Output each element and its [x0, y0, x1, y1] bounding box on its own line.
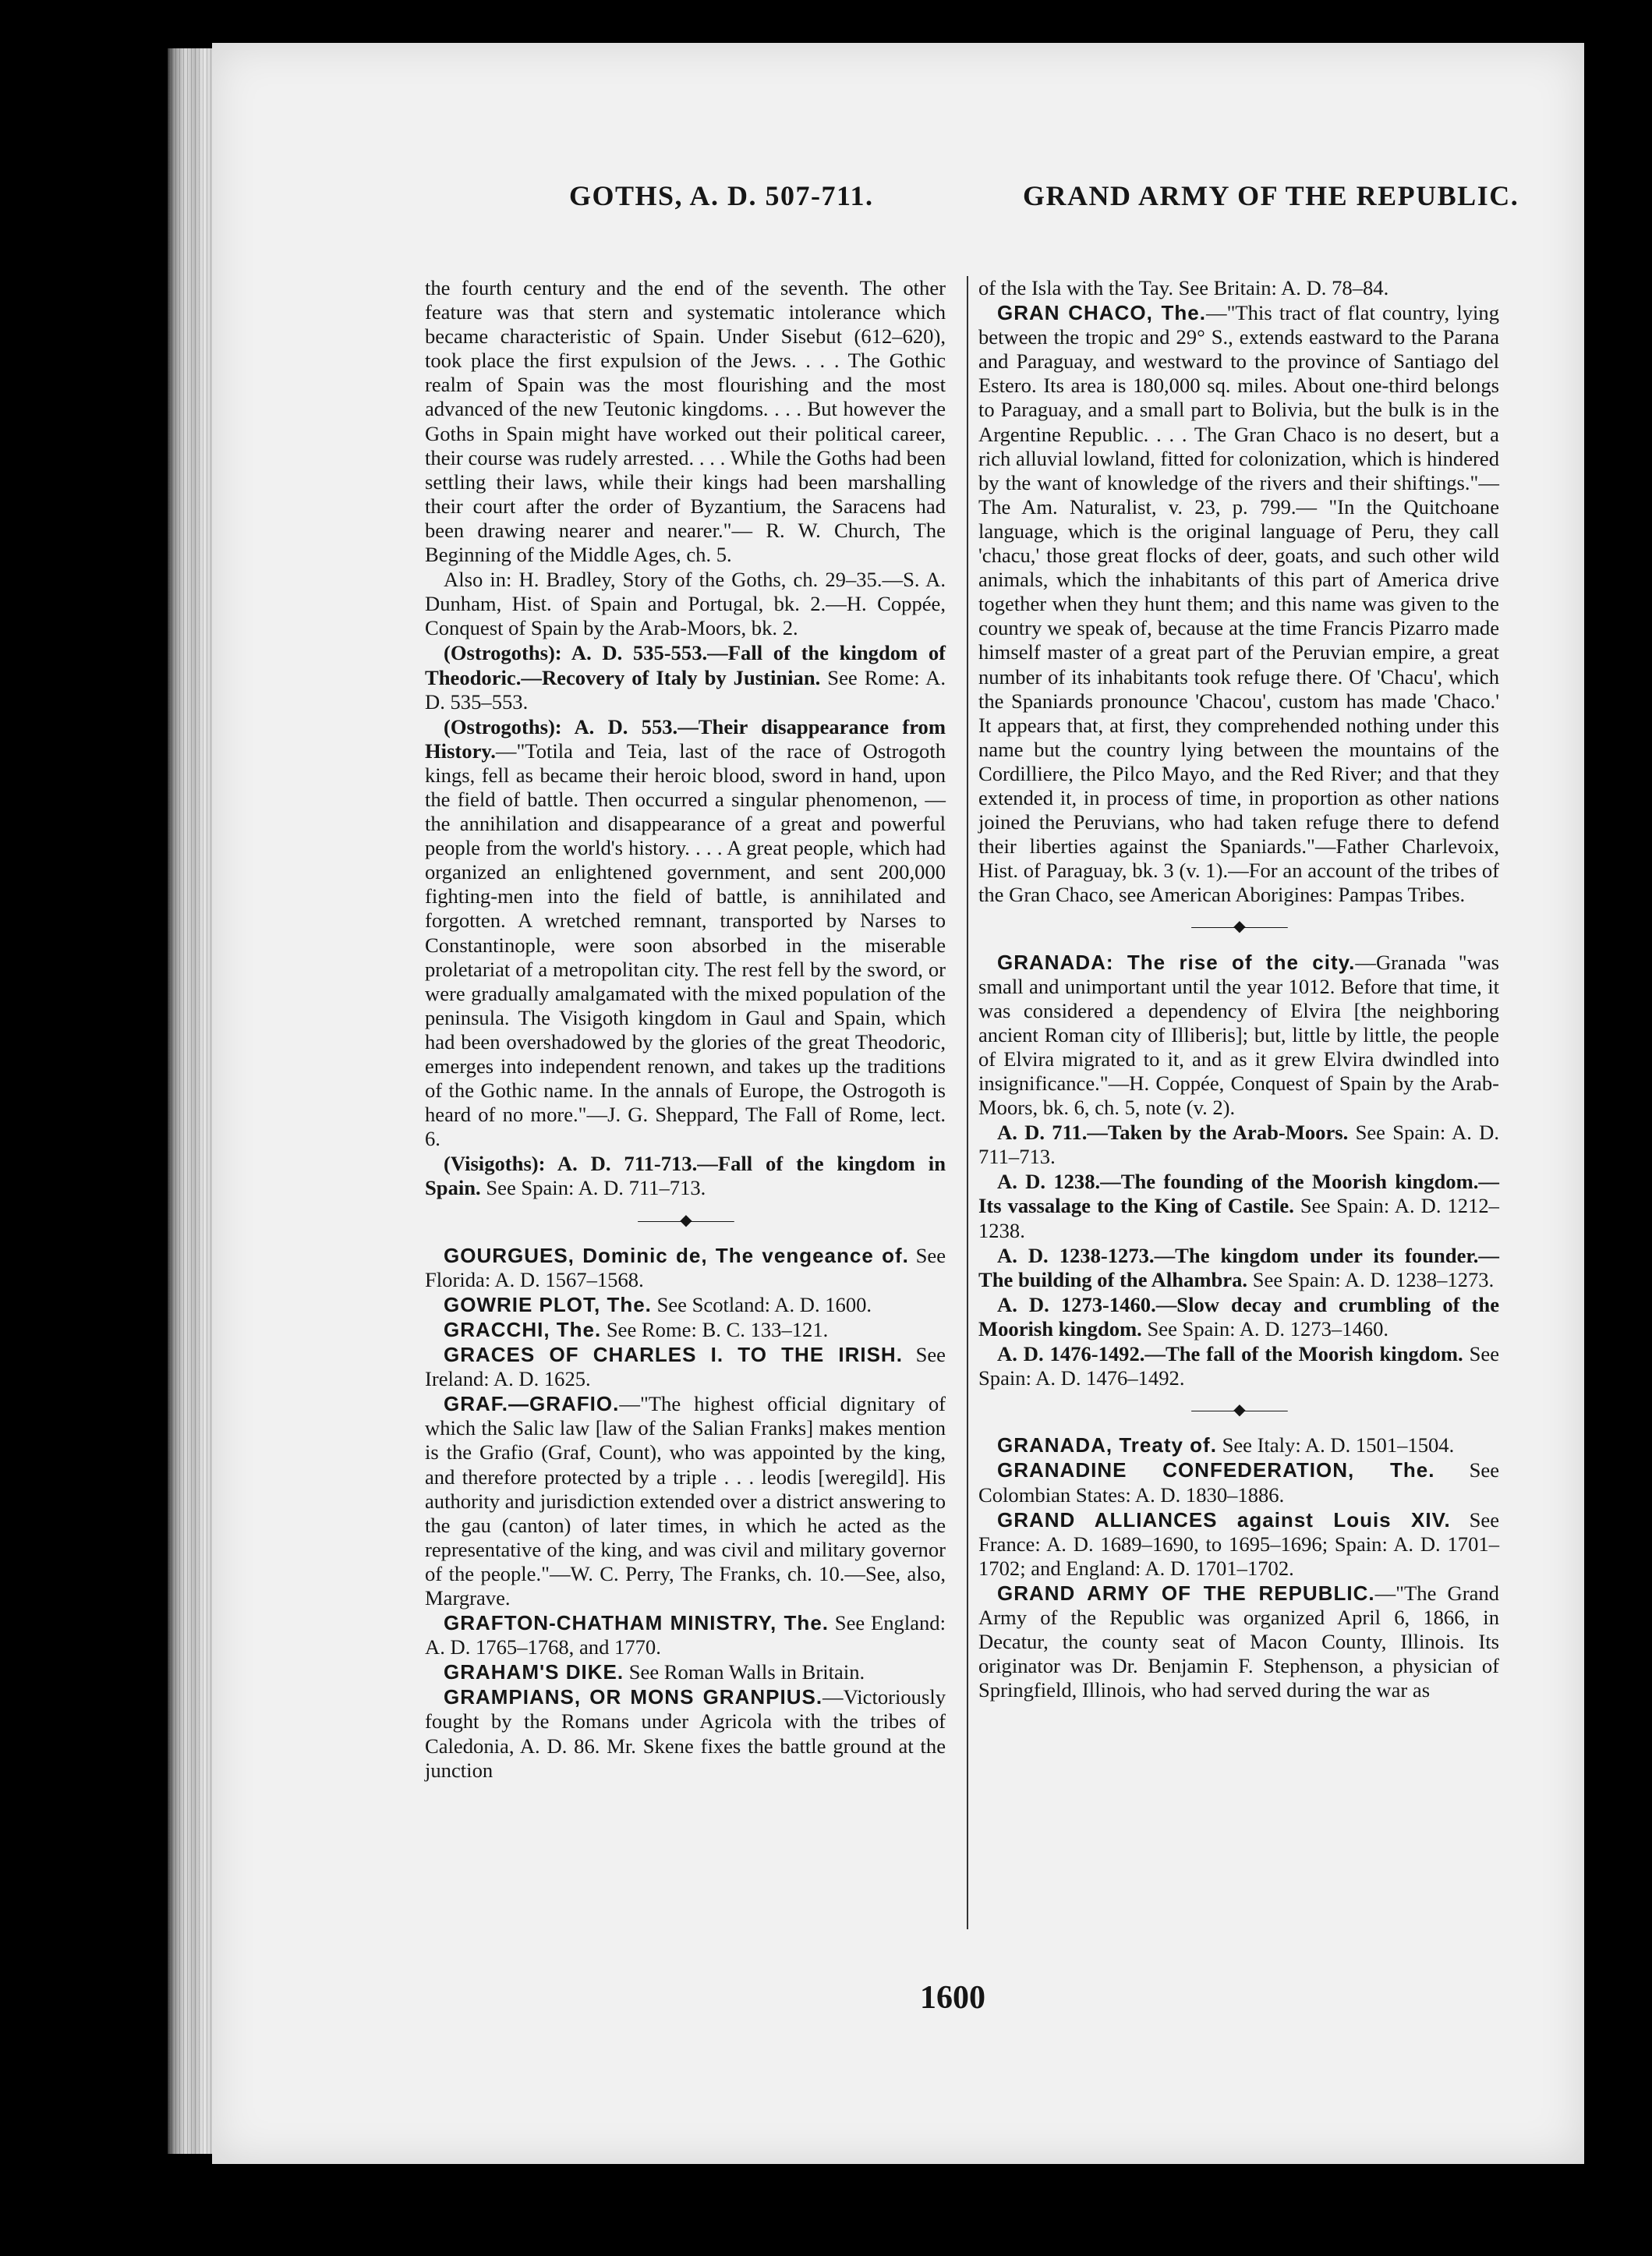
entry-granada-711: [978, 1121, 1499, 1169]
entry-heading: GOWRIE PLOT, The.: [444, 1292, 652, 1316]
entry-heading: GOURGUES, Dominic de, The vengeance of.: [444, 1243, 909, 1267]
section-ornament: ———◆———: [638, 1211, 733, 1229]
entry-body: —Granada "was small and unimportant until the year 1012. Before that time, it was considered a dependency of Elvira [the neighboring ancient Roman city of Illiberis]; but, little by little, the people of Elvira migrated to it, and as it grew Elvira dwindled into insignificance."—H. Coppée, Conquest of Spain by the Arab-Moors, bk. 6, ch. 5, note (v. 2).: [978, 950, 1499, 1120]
section-ornament: ———◆———: [1191, 918, 1286, 936]
entry-granada-1238-1273: [978, 1244, 1499, 1292]
entry-graces: [425, 1343, 946, 1391]
entry-heading: GRAHAM'S DIKE.: [444, 1660, 624, 1684]
goths-continuation: the fourth century and the end of the seventh. The other feature was that stern and systematic intolerance which became characteristic of Spain. Under Sisebut (612–620), took place the first expulsion of the Jews. . . . The Gothic realm of Spain was the most flourishing and the most advanced of the new Teutonic kingdoms. . . . But however the Goths in Spain might have worked out their political career, their course was rudely arrested. . . . While the Goths had been settling their laws, while their kings had been marshalling their court after the order of Byzantium, the Saracens had been drawing nearer and nearer."— R. W. Church, The Beginning of the Middle Ages, ch. 5.: [425, 276, 946, 567]
entry-ostrogoths-553: [425, 715, 946, 1152]
entry-body: —"Totila and Teia, last of the race of Ostrogoth kings, fell as became their heroic blood, sword in hand, upon the field of battle. Then occurred a singular phenomenon, —the annihilation and disappearance of a great and powerful people from the world's history. . . . A great people, which had organized an enlightened government, and sent 200,000 fighting-men into the field of battle, is annihilated and forgotten. A wretched remnant, transported by Narses to Constantinople, were soon absorbed in the miserable proletariat of a metropolitan city. The rest fell by the sword, or were gradually amalgamated with the mixed population of the peninsula. The Visigoth kingdom in Gaul and Spain, which had been overshadowed by the glories of the great Theodoric, emerges into independent renown, and takes up the traditions of the Gothic name. In the annals of Europe, the Ostrogoth is heard of no more."—J. G. Sheppard, The Fall of Rome, lect. 6.: [425, 738, 946, 1151]
cross-reference: See Scotland: A. D. 1600.: [656, 1292, 872, 1316]
entry-gran-chaco: [978, 301, 1499, 907]
grampians-continuation: of the Isla with the Tay. See Britain: A. D. 78–84.: [978, 276, 1389, 299]
right-column: [978, 276, 1499, 1703]
entry-grampians: [425, 1685, 946, 1782]
entry-visigoths-711: [425, 1152, 946, 1200]
cross-reference: See Spain: A. D. 711–713.: [486, 1176, 706, 1200]
entry-heading: GRAF.—GRAFIO.: [444, 1392, 620, 1416]
entry-heading: GRAND ALLIANCES against Louis XIV.: [997, 1507, 1451, 1532]
entry-heading: GRAFTON-CHATHAM MINISTRY, The.: [444, 1611, 829, 1635]
column-rule: [967, 276, 968, 1929]
entry-heading: A. D. 1238-1273.—The kingdom under its founder.—The building of the Alhambra.: [978, 1243, 1499, 1291]
entry-heading: GRANADINE CONFEDERATION, The.: [997, 1458, 1435, 1482]
entry-heading: A. D. 1238.—The founding of the Moorish kingdom.—Its vassalage to the King of Castile.: [978, 1170, 1499, 1218]
cross-reference: See England: A. D. 1765–1768, and 1770.: [425, 1611, 946, 1659]
cross-reference: See Roman Walls in Britain.: [628, 1660, 865, 1684]
cross-reference: See France: A. D. 1689–1690, to 1695–1696; Spain: A. D. 1701–1702; and England: A. D. 1701–1702.: [978, 1507, 1499, 1580]
cross-reference: See Spain: A. D. 1212–1238.: [978, 1194, 1499, 1242]
entry-grahams-dike: [425, 1660, 946, 1684]
cross-reference: See Ireland: A. D. 1625.: [425, 1343, 946, 1391]
entry-body: —"The Grand Army of the Republic was organized April 6, 1866, in Decatur, the county seat of Macon County, Illinois. Its originator was Dr. Benjamin F. Stephenson, a physician of Springfield, Illinois, who had served during the war as: [978, 1581, 1499, 1702]
entry-gracchi: [425, 1318, 946, 1342]
entry-grand-alliances: [978, 1508, 1499, 1581]
entry-body: —"The highest official dignitary of which the Salic law [law of the Salian Franks] makes mention is the Grafio (Graf, Count), who was appointed by the king, and therefore protected by a triple . . . leodis [weregild]. His authority and jurisdiction extended over a district answering to the gau (canton) of later times, in which he acted as the representative of the king, and was civil and military governor of the people."—W. C. Perry, The Franks, ch. 10.—See, also, Margrave.: [425, 1392, 946, 1610]
also-in-references: Also in: H. Bradley, Story of the Goths, ch. 29–35.—S. A. Dunham, Hist. of Spain and Portugal, bk. 2.—H. Coppée, Conquest of Spain by the Arab-Moors, bk. 2.: [425, 568, 946, 640]
running-head-right: GRAND ARMY OF THE REPUBLIC.: [1023, 180, 1519, 211]
entry-grand-army-of-the-republic: [978, 1581, 1499, 1702]
entry-heading: GRACCHI, The.: [444, 1317, 602, 1341]
entry-heading: A. D. 711.—Taken by the Arab-Moors.: [997, 1121, 1349, 1145]
book-binding-edge: [168, 48, 213, 2154]
cross-reference: See Spain: A. D. 1476–1492.: [978, 1342, 1499, 1390]
entry-granada-treaty: [978, 1433, 1499, 1457]
cross-reference: See Spain: A. D. 711–713.: [978, 1121, 1500, 1169]
cross-reference: See Colombian States: A. D. 1830–1886.: [978, 1458, 1499, 1507]
entry-granada-1238: [978, 1170, 1499, 1242]
entry-heading: GRAND ARMY OF THE REPUBLIC.: [997, 1581, 1375, 1605]
entry-ostrogoths-535: [425, 641, 946, 714]
cross-reference: See Spain: A. D. 1238–1273.: [1252, 1267, 1495, 1291]
entry-heading: GRAN CHACO, The.: [997, 301, 1206, 325]
cross-reference: See Italy: A. D. 1501–1504.: [1222, 1433, 1455, 1457]
entry-granada-1476-1492: [978, 1342, 1499, 1390]
entry-heading: GRACES OF CHARLES I. TO THE IRISH.: [444, 1343, 903, 1367]
entry-body: —Victoriously fought by the Romans under Agricola with the tribes of Caledonia, A. D. 86. Mr. Skene fixes the battle ground at the junction: [425, 1685, 946, 1782]
entry-heading: GRAMPIANS, OR MONS GRANPIUS.: [444, 1685, 823, 1709]
entry-granada: [978, 951, 1499, 1121]
cross-reference: See Florida: A. D. 1567–1568.: [425, 1243, 946, 1291]
section-ornament: ———◆———: [1191, 1401, 1286, 1419]
left-column: [425, 276, 946, 1783]
entry-body: —"This tract of flat country, lying between the tropic and 29° S., extends eastward to the Parana and Paraguay, and westward to the province of Santiago del Estero. Its area is 180,000 sq. miles. About one-third belongs to Paraguay, and a small part to Bolivia, but the bulk is in the Argentine Republic. . . . The Gran Chaco is no desert, but a rich alluvial lowland, fitted for colonization, which is hindered by the want of knowledge of the rivers and their shiftings."—The Am. Naturalist, v. 23, p. 799.— "In the Quitchoane language, which is the original language of Peru, they call 'chacu,' those great flocks of deer, goats, and such other wild animals, which the inhabitants of this part of America drive together when they hunt them; and this name was given to the country we speak of, because at the time Francis Pizarro made himself master of a great part of the Peruvian empire, a great number of its inhabitants took refuge there. Of 'Chacu', which the Spaniards pronounce 'Chacou', custom has made 'Chaco.' It appears that, at first, they comprehended nothing under this name but the country lying between the mountains of the Cordilliere, the Pilco Mayo, and the Red River; and that they extended it, in process of time, in proportion as other nations joined the Peruvians, who had taken refuge there to defend their liberties against the Spaniards."—Father Charlevoix, Hist. of Paraguay, bk. 3 (v. 1).—For an account of the tribes of the Gran Chaco, see American Aborigines: Pampas Tribes.: [978, 301, 1500, 907]
running-head-left: GOTHS, A. D. 507-711.: [569, 180, 874, 211]
entry-heading: (Ostrogoths): A. D. 553.—Their disappearance from History.: [425, 714, 946, 763]
entry-heading: GRANADA: The rise of the city.: [997, 950, 1356, 974]
entry-gourgues: [425, 1244, 946, 1292]
entry-heading: (Visigoths): A. D. 711-713.—Fall of the kingdom in Spain.: [425, 1152, 946, 1200]
cross-reference: See Rome: A. D. 535–553.: [425, 665, 946, 714]
entry-granada-1273-1460: [978, 1293, 1499, 1341]
entry-gowrie-plot: [425, 1293, 946, 1317]
entry-heading: GRANADA, Treaty of.: [997, 1433, 1217, 1457]
entry-heading: A. D. 1273-1460.—Slow decay and crumbling of the Moorish kingdom.: [978, 1292, 1499, 1340]
entry-grafton-chatham: [425, 1611, 946, 1659]
entry-heading: (Ostrogoths): A. D. 535-553.—Fall of the kingdom of Theodoric.—Recovery of Italy by Justinian.: [425, 641, 946, 689]
cross-reference: See Spain: A. D. 1273–1460.: [1147, 1316, 1389, 1340]
entry-heading: A. D. 1476-1492.—The fall of the Moorish kingdom.: [997, 1342, 1463, 1366]
cross-reference: See Rome: B. C. 133–121.: [606, 1317, 829, 1341]
page-number: 1600: [920, 1980, 985, 2016]
entry-graf: [425, 1392, 946, 1610]
entry-granadine-confederation: [978, 1458, 1499, 1507]
